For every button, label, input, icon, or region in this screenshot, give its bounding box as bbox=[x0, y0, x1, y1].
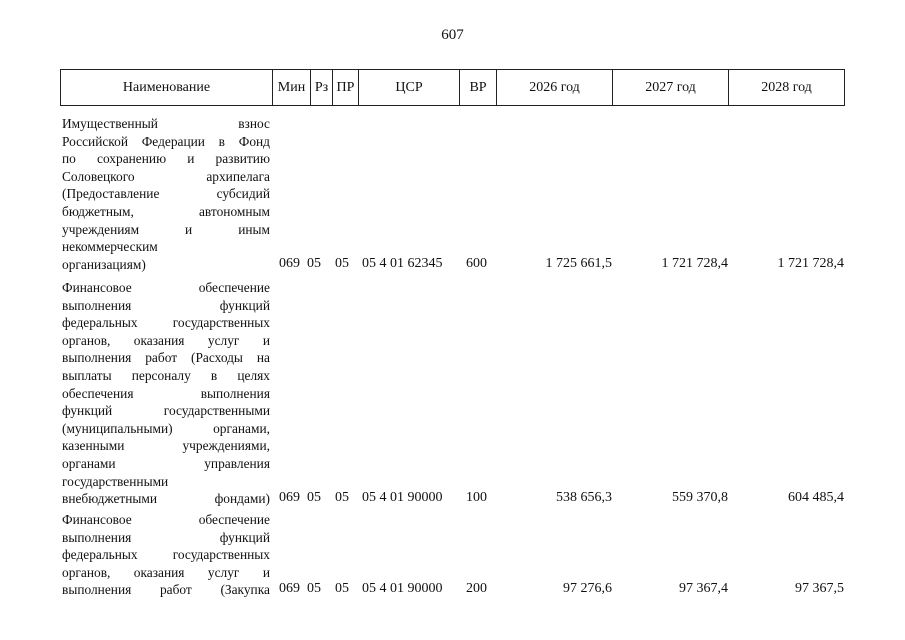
name-word: в bbox=[210, 367, 218, 383]
name-line: Российской Федерации в Фонд bbox=[62, 133, 270, 149]
name-line bbox=[62, 402, 270, 420]
name-word: (Предоставление bbox=[62, 186, 160, 202]
cell-2027: 1 721 728,4 bbox=[661, 255, 728, 271]
name-line bbox=[62, 150, 270, 168]
name-word: персоналу bbox=[131, 367, 191, 383]
name-line bbox=[62, 420, 270, 438]
name-word: учреждениям bbox=[62, 221, 140, 237]
name-line bbox=[62, 279, 270, 297]
name-line bbox=[62, 332, 270, 350]
name-word: государственными bbox=[163, 403, 270, 419]
name-word: выполнения bbox=[200, 385, 270, 401]
name-line bbox=[62, 297, 270, 315]
name-line: государственными bbox=[62, 473, 169, 489]
name-word: органов, bbox=[62, 564, 111, 580]
name-line bbox=[62, 168, 270, 186]
name-word: обеспечение bbox=[198, 280, 270, 295]
cell-rz: 05 bbox=[307, 490, 321, 506]
name-line bbox=[62, 529, 270, 547]
name-word: услуг bbox=[207, 332, 240, 348]
cell-2028: 604 485,4 bbox=[788, 490, 844, 506]
name-word: и bbox=[187, 151, 195, 167]
name-word: и bbox=[262, 564, 270, 580]
cell-csr: 05 4 01 90000 bbox=[362, 581, 443, 597]
name-line bbox=[62, 115, 270, 133]
cell-2026: 97 276,6 bbox=[563, 581, 612, 597]
name-word: и bbox=[185, 221, 193, 237]
name-word: автономным bbox=[198, 203, 270, 219]
cell-min: 069 bbox=[279, 581, 300, 597]
name-word: бюджетным, bbox=[62, 203, 134, 219]
cell-2027: 97 367,4 bbox=[679, 581, 728, 597]
name-word: учреждениями, bbox=[182, 438, 270, 454]
name-line: внебюджетными фондами) bbox=[62, 491, 270, 507]
name-word: обеспечение bbox=[198, 512, 270, 527]
cell-pr: 05 bbox=[335, 490, 349, 506]
cell-pr: 05 bbox=[335, 255, 349, 271]
cell-min: 069 bbox=[279, 255, 300, 271]
name-word: органов, bbox=[62, 332, 111, 348]
name-word: Финансовое bbox=[62, 280, 132, 295]
cell-2027: 559 370,8 bbox=[672, 490, 728, 506]
name-line bbox=[62, 437, 270, 455]
name-line bbox=[62, 221, 270, 239]
name-line bbox=[62, 203, 270, 221]
cell-csr: 05 4 01 90000 bbox=[362, 490, 443, 506]
header-min: Мин bbox=[273, 70, 311, 105]
name-word: Имущественный bbox=[62, 116, 158, 131]
header-pr: ПР bbox=[333, 70, 359, 105]
name-word: выполнения bbox=[62, 582, 132, 598]
name-word: (Закупка bbox=[220, 582, 270, 598]
name-word: государственных bbox=[172, 315, 270, 331]
name-line bbox=[62, 564, 270, 582]
header-2028: 2028 год bbox=[761, 79, 812, 95]
name-word: оказания bbox=[133, 564, 185, 580]
cell-2028: 97 367,5 bbox=[795, 581, 844, 597]
name-word: сохранению bbox=[97, 151, 167, 167]
name-word: выплаты bbox=[62, 367, 112, 383]
row-name bbox=[62, 279, 270, 508]
name-word: работ bbox=[159, 582, 192, 598]
name-word: и bbox=[262, 332, 270, 348]
name-word: иным bbox=[238, 221, 270, 237]
header-2026: 2026 год bbox=[497, 70, 613, 105]
name-line bbox=[62, 511, 270, 529]
name-word: функций bbox=[219, 529, 270, 545]
name-word: выполнения bbox=[62, 297, 132, 313]
cell-2026: 538 656,3 bbox=[556, 490, 612, 506]
name-word: федеральных bbox=[62, 547, 138, 563]
name-word: развитию bbox=[215, 151, 270, 167]
row-name bbox=[62, 115, 270, 273]
name-word: казенными bbox=[62, 438, 125, 454]
name-word: оказания bbox=[133, 332, 185, 348]
header-csr: ЦСР bbox=[359, 70, 460, 105]
name-line bbox=[62, 314, 270, 332]
name-word: взнос bbox=[238, 116, 270, 131]
name-word: архипелага bbox=[206, 168, 270, 184]
name-word: государственных bbox=[172, 547, 270, 563]
name-word: функций bbox=[219, 297, 270, 313]
name-word: по bbox=[62, 151, 76, 167]
name-word: функций bbox=[62, 403, 113, 419]
name-word: субсидий bbox=[216, 186, 270, 202]
name-word: органами, bbox=[213, 420, 270, 436]
row-values bbox=[60, 256, 845, 274]
cell-2026: 1 725 661,5 bbox=[545, 255, 612, 271]
name-word: органами bbox=[62, 455, 116, 471]
row-values bbox=[60, 581, 845, 599]
cell-rz: 05 bbox=[307, 255, 321, 271]
name-line: некоммерческим bbox=[62, 239, 158, 255]
header-2027: 2027 год bbox=[613, 70, 729, 105]
name-word: Соловецкого bbox=[62, 168, 135, 184]
name-word: выполнения bbox=[62, 529, 132, 545]
name-word: целях bbox=[237, 367, 270, 383]
table-header bbox=[60, 69, 845, 106]
cell-vr: 600 bbox=[466, 255, 487, 271]
name-line: организациям) bbox=[62, 256, 146, 272]
cell-min: 069 bbox=[279, 490, 300, 506]
name-line bbox=[62, 367, 270, 385]
cell-vr: 100 bbox=[466, 490, 487, 506]
name-word: Финансовое bbox=[62, 512, 132, 527]
name-line bbox=[62, 455, 270, 473]
cell-pr: 05 bbox=[335, 581, 349, 597]
name-word: услуг bbox=[207, 564, 240, 580]
row-values bbox=[60, 490, 845, 508]
name-line: выполнения работ (Расходы на bbox=[62, 350, 270, 366]
cell-csr: 05 4 01 62345 bbox=[362, 255, 443, 271]
name-word: федеральных bbox=[62, 315, 138, 331]
name-word: (муниципальными) bbox=[62, 420, 173, 436]
cell-2028: 1 721 728,4 bbox=[777, 255, 844, 271]
header-vr: ВР bbox=[460, 70, 497, 105]
header-name: Наименование bbox=[61, 70, 273, 105]
name-line bbox=[62, 385, 270, 403]
header-rz: Рз bbox=[311, 70, 333, 105]
name-line bbox=[62, 185, 270, 203]
cell-vr: 200 bbox=[466, 581, 487, 597]
page-number: 607 bbox=[441, 27, 464, 43]
name-line bbox=[62, 546, 270, 564]
name-word: обеспечения bbox=[62, 385, 134, 401]
cell-rz: 05 bbox=[307, 581, 321, 597]
name-word: управления bbox=[204, 455, 270, 471]
